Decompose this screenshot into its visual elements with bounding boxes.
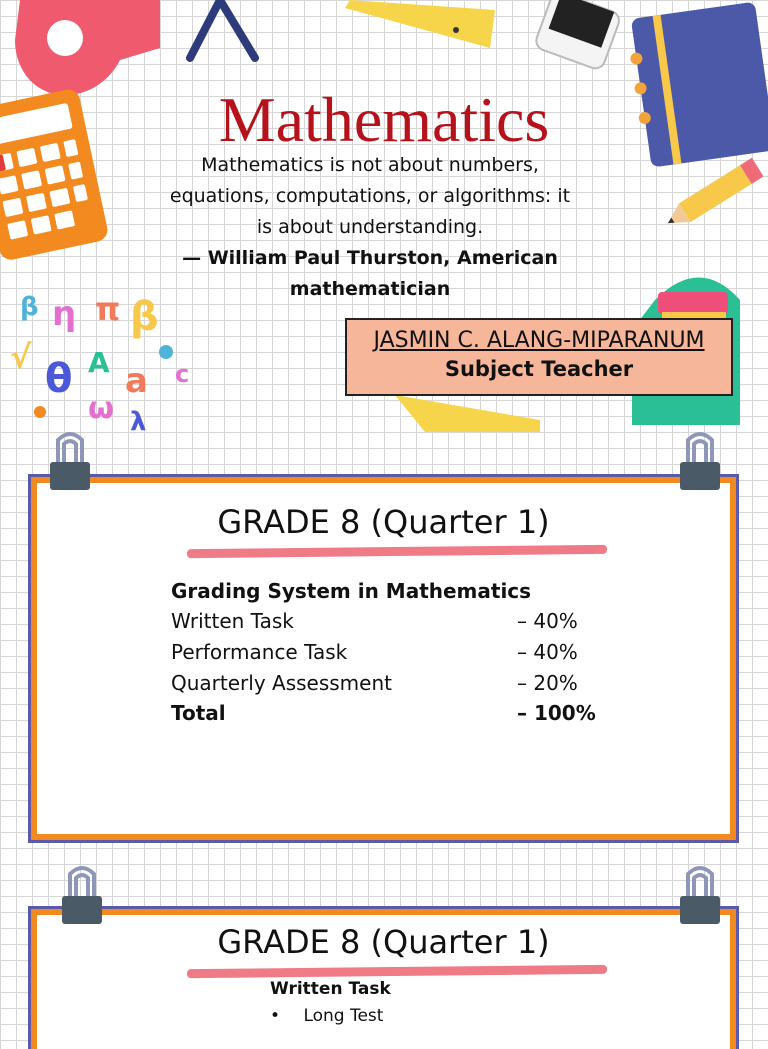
svg-text:λ: λ xyxy=(130,407,147,437)
grading-card xyxy=(31,477,736,840)
eraser-icon xyxy=(534,0,622,71)
svg-text:ω: ω xyxy=(88,391,115,426)
grading-label: Written Task xyxy=(171,609,294,633)
page-title: Mathematics xyxy=(218,84,550,155)
bullet: • xyxy=(270,1006,281,1026)
written-task-heading: Written Task xyxy=(270,979,391,999)
protractor-icon xyxy=(15,0,160,95)
grading-value: – 40% xyxy=(517,640,578,664)
svg-text:c: c xyxy=(175,360,190,388)
title-underline xyxy=(187,965,607,978)
ruler-icon xyxy=(345,0,495,48)
binder-clip-icon xyxy=(670,866,730,926)
quote-line: equations, computations, or algorithms: it xyxy=(169,185,571,207)
svg-text:β: β xyxy=(20,292,39,322)
pencil-icon xyxy=(662,158,764,233)
svg-text:a: a xyxy=(125,361,148,401)
svg-text:π: π xyxy=(95,290,121,328)
svg-text:θ: θ xyxy=(45,356,73,402)
set-square-icon xyxy=(395,395,540,432)
quote-attribution: mathematician xyxy=(289,278,451,300)
quote-line: Mathematics is not about numbers, xyxy=(201,154,539,176)
svg-text:β: β xyxy=(130,294,159,340)
grading-heading: Grading System in Mathematics xyxy=(171,579,532,603)
grading-value: – 20% xyxy=(517,671,578,695)
quote-attribution: — William Paul Thurston, American xyxy=(182,247,558,269)
list-item-text: Long Test xyxy=(303,1006,384,1026)
card-title: GRADE 8 (Quarter 1) xyxy=(217,503,550,541)
quote-text xyxy=(140,150,600,305)
math-symbols-decor xyxy=(10,290,189,437)
grading-label: Performance Task xyxy=(171,640,348,664)
grading-value: – 100% xyxy=(517,701,596,725)
binder-clip-icon xyxy=(52,866,112,926)
teacher-role: Subject Teacher xyxy=(444,357,634,381)
svg-text:η: η xyxy=(52,294,77,334)
title-underline xyxy=(187,545,607,558)
written-task-card xyxy=(31,909,736,1049)
svg-text:A: A xyxy=(88,346,110,379)
binder-clip-icon xyxy=(40,432,100,492)
list-item xyxy=(270,1006,383,1026)
grading-label: Quarterly Assessment xyxy=(171,671,392,695)
teacher-name: JASMIN C. ALANG-MIPARANUM xyxy=(373,328,705,353)
card-title: GRADE 8 (Quarter 1) xyxy=(217,923,550,961)
grading-value: – 40% xyxy=(517,609,578,633)
svg-text:√: √ xyxy=(10,338,32,376)
teacher-box xyxy=(345,318,733,396)
binder-clip-icon xyxy=(670,432,730,492)
quote-line: is about understanding. xyxy=(256,216,484,238)
compass-icon xyxy=(190,0,255,58)
grading-label: Total xyxy=(171,701,226,725)
